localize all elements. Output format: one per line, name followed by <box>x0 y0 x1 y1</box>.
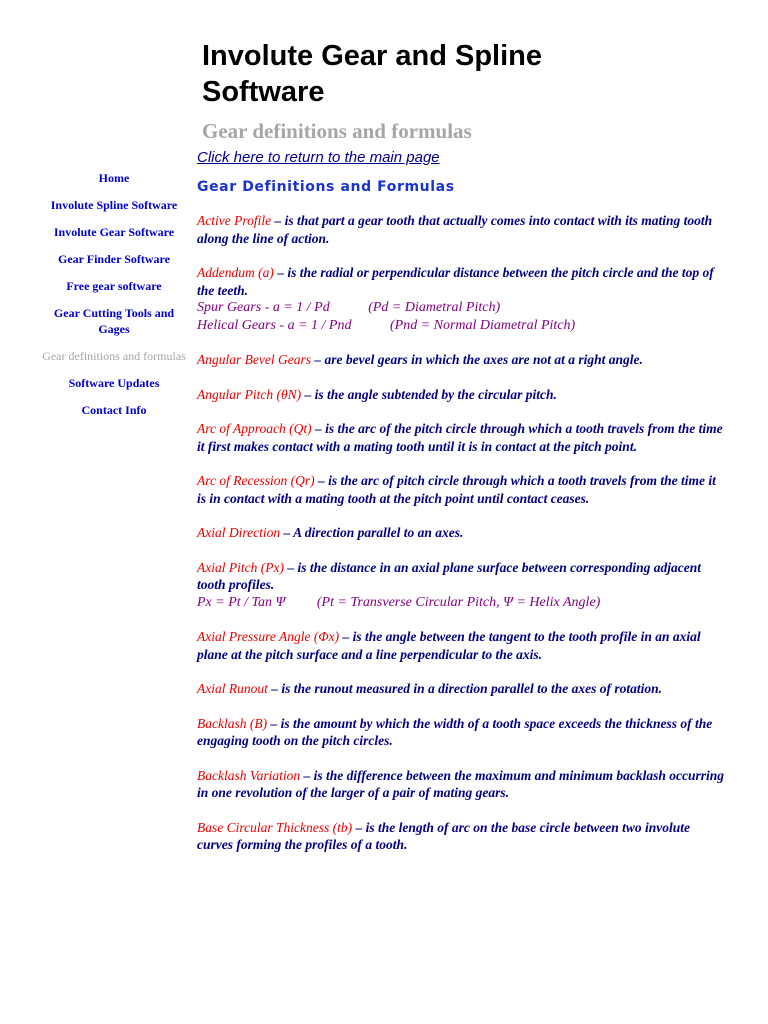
definition-item <box>197 767 727 802</box>
definition-item <box>197 264 727 334</box>
formula-line: Px = Pt / Tan Ψ (Pt = Transverse Circular Pitch, Ψ = Helix Angle) <box>197 594 601 610</box>
definition-text: – is the arc of the pitch circle through which a tooth travels from the time it first makes contact with a mating tooth until it is in contact at the pitch point. <box>197 421 723 454</box>
sidebar-nav <box>40 170 188 429</box>
definition-text: – is the angle subtended by the circular pitch. <box>301 386 557 402</box>
page-subtitle: Gear definitions and formulas <box>202 119 472 143</box>
main-content <box>197 148 727 871</box>
definition-text: – is that part a gear tooth that actually comes into contact with its mating tooth along the line of action. <box>197 213 713 246</box>
definition-text: – is the length of arc on the base circle between two involute curves forming the profiles of a tooth. <box>197 819 690 852</box>
formula-line: Spur Gears - a = 1 / Pd (Pd = Diametral Pitch) <box>197 300 501 315</box>
definition-item <box>197 212 727 247</box>
definition-term: Axial Direction <box>197 525 281 540</box>
definition-item <box>197 472 727 507</box>
page-title <box>202 38 742 110</box>
definition-item <box>197 819 727 854</box>
sidebar-item-involute-spline-software[interactable]: Involute Spline Software <box>50 198 178 212</box>
page-header <box>202 38 742 144</box>
definition-text: – is the angle between the tangent to the tooth profile in an axial plane at the pitch surface and a line perpendicular to the axis. <box>197 629 701 662</box>
sidebar-item-gear-finder-software[interactable]: Gear Finder Software <box>58 252 170 266</box>
definition-text: – is the amount by which the width of a tooth space exceeds the thickness of the engaging tooth on the pitch circles. <box>197 715 713 748</box>
sidebar-item-gear-definitions-current: Gear definitions and formulas <box>42 349 186 363</box>
definition-item <box>197 715 727 750</box>
definition-item <box>197 420 727 455</box>
definition-text: – are bevel gears in which the axes are not at a right angle. <box>310 352 643 367</box>
sidebar-item-software-updates[interactable]: Software Updates <box>68 376 160 390</box>
definition-term: Backlash (B) <box>197 715 268 731</box>
definition-term: Arc of Approach (Qt) <box>197 421 312 436</box>
formula-line: Helical Gears - a = 1 / Pnd (Pnd = Normal Diametral Pitch) <box>197 317 576 333</box>
definition-term: Arc of Recession (Qr) <box>197 473 315 488</box>
definition-text: – is the arc of pitch circle through which a tooth travels from the time it is in contact with a mating tooth at the pitch point until contact ceases. <box>197 473 716 506</box>
definition-term: Backlash Variation <box>197 767 301 783</box>
sidebar-item-home[interactable]: Home <box>98 171 130 185</box>
sidebar-item-gear-cutting-tools[interactable]: Gear Cutting Tools and Gages <box>53 306 175 336</box>
return-main-page-link[interactable]: Click here to return to the main page <box>197 149 440 166</box>
section-heading: Gear Definitions and Formulas <box>197 179 455 195</box>
definition-term: Active Profile <box>197 213 272 228</box>
definition-term: Angular Bevel Gears <box>197 352 311 367</box>
definition-term: Base Circular Thickness (tb) <box>197 819 353 835</box>
definition-item <box>197 628 727 663</box>
definition-item <box>197 680 727 698</box>
definition-term: Axial Pitch (Px) <box>197 559 284 575</box>
definition-item <box>197 351 727 369</box>
definition-text: – is the radial or perpendicular distance between the pitch circle and the top of the teeth. <box>197 265 714 298</box>
definition-term: Axial Runout <box>197 681 272 696</box>
definition-item <box>197 559 727 612</box>
definition-item <box>197 386 727 404</box>
definition-item <box>197 524 727 542</box>
sidebar-item-contact-info[interactable]: Contact Info <box>81 403 147 417</box>
sidebar-item-involute-gear-software[interactable]: Involute Gear Software <box>53 225 175 239</box>
definition-text: – is the runout measured in a direction parallel to the axes of rotation. <box>271 681 663 696</box>
sidebar-item-free-gear-software[interactable]: Free gear software <box>66 279 162 293</box>
definition-text: – is the difference between the maximum and minimum backlash occurring in one revolution of the larger of a pair of mating gears. <box>197 767 725 800</box>
page-title-line2: Software <box>202 76 325 108</box>
definition-term: Addendum (a) <box>197 265 278 280</box>
definition-text: – A direction parallel to an axes. <box>280 525 464 540</box>
definition-term: Angular Pitch (θN) <box>197 386 302 402</box>
definition-term: Axial Pressure Angle (Φx) <box>197 629 340 644</box>
page-title-line1: Involute Gear and Spline <box>202 40 543 72</box>
definition-text: – is the distance in an axial plane surface between corresponding adjacent tooth profiles. <box>197 559 701 592</box>
